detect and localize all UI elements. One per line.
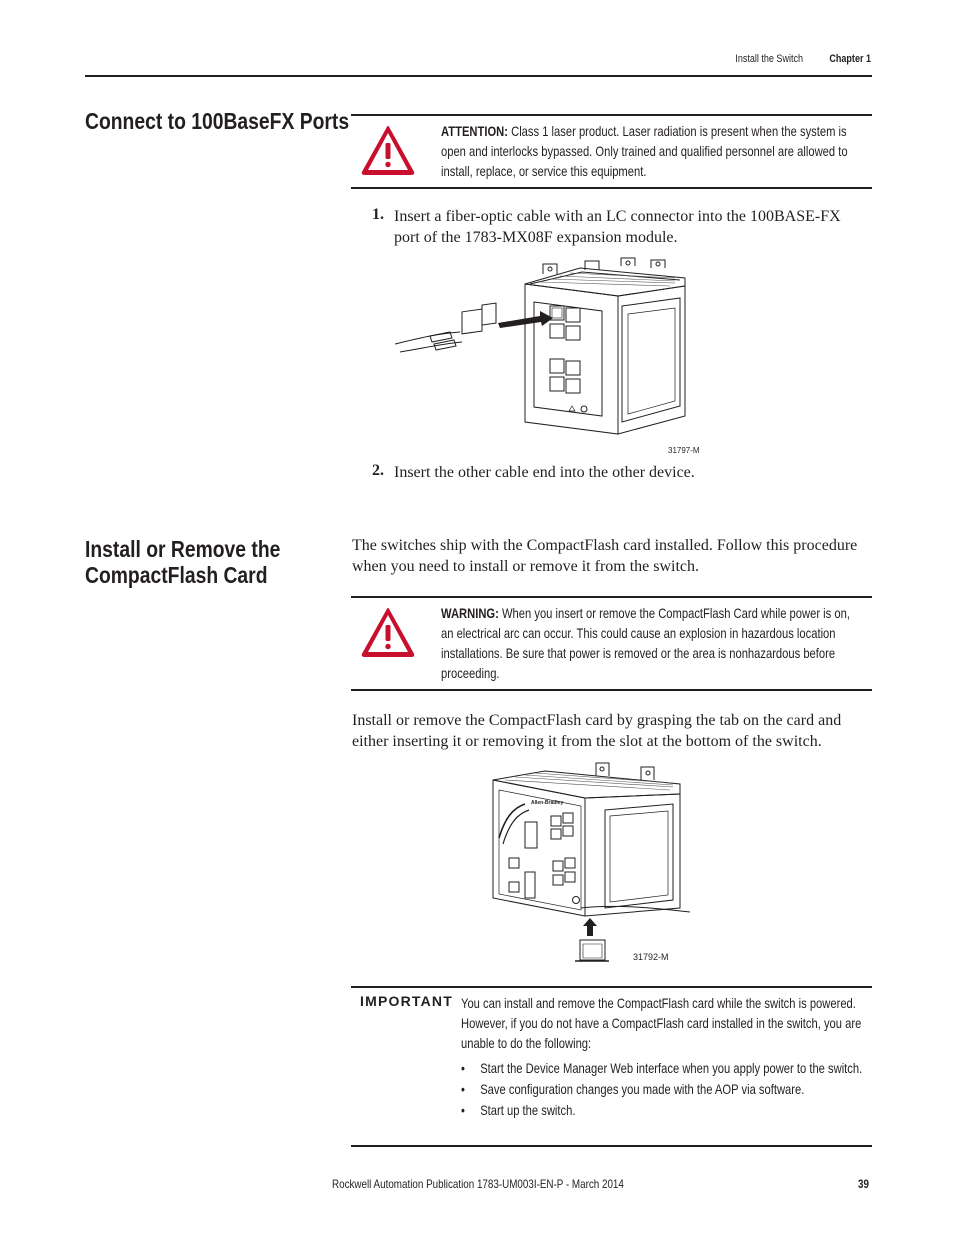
important-top-rule (351, 986, 872, 988)
step-2-text: Insert the other cable end into the other device. (394, 464, 695, 481)
warning-text (441, 603, 857, 683)
fiber-connection-figure (390, 256, 700, 441)
important-label: IMPORTANT (360, 993, 453, 1009)
header-chapter: Chapter 1 (829, 53, 871, 65)
step-2-number: 2. (372, 462, 384, 479)
list-item: • Save configuration changes you made with the AOP via software. (461, 1079, 869, 1099)
attention-bottom-rule (351, 187, 872, 189)
compactflash-intro: The switches ship with the CompactFlash card installed. Follow this procedure when you need to install or remove it from the switch. (352, 537, 858, 575)
attention-text (441, 121, 857, 181)
header-rule (85, 75, 872, 77)
important-bullet-list (461, 1058, 869, 1120)
warning-triangle-icon (360, 124, 416, 176)
compactflash-instruction: Install or remove the CompactFlash card by grasping the tab on the card and either inserting it or removing it from the slot at the bottom of the switch. (352, 712, 842, 750)
warning-top-rule (351, 596, 872, 598)
figure-2-label: 31792-M (633, 952, 669, 962)
section-heading-compactflash-line2: CompactFlash Card (85, 562, 268, 588)
warning-bottom-rule (351, 689, 872, 691)
compactflash-figure (485, 758, 695, 968)
attention-top-rule (351, 114, 872, 116)
section-heading-100basefx: Connect to 100BaseFX Ports (85, 108, 350, 134)
footer-publication: Rockwell Automation Publication 1783-UM003I-EN-P - March 2014 (332, 1177, 624, 1191)
list-item: • Start the Device Manager Web interface when you apply power to the switch. (461, 1058, 869, 1078)
important-text (461, 993, 869, 1120)
attention-label: ATTENTION: (441, 123, 508, 139)
figure-1-label: 31797-M (668, 446, 700, 455)
warning-body: When you insert or remove the CompactFlash Card while power is on, an electrical arc can occur. This could cause an explosion in hazardous location installations. Be sure that power is removed or the area is nonhazardous before proceeding. (441, 605, 850, 681)
figure-2-brand: Allen-Bradley (531, 800, 564, 806)
list-item: • Start up the switch. (461, 1100, 869, 1120)
warning-label: WARNING: (441, 605, 499, 621)
step-1-number: 1. (372, 206, 384, 223)
attention-body: Class 1 laser product. Laser radiation is present when the system is open and interlocks bypassed. Only trained and qualified personnel are allowed to install, replace, or service this equipment. (441, 123, 848, 179)
step-1-text: Insert a fiber-optic cable with an LC connector into the 100BASE-FX port of the 1783-MX08F expansion module. (394, 208, 841, 246)
header-section-title: Install the Switch (735, 53, 803, 65)
warning-triangle-icon (360, 606, 416, 658)
important-body: You can install and remove the CompactFlash card while the switch is powered. However, if you do not have a CompactFlash card installed in the switch, you are unable to do the following: (461, 995, 862, 1051)
section-heading-compactflash-line1: Install or Remove the (85, 536, 281, 562)
important-bottom-rule (351, 1145, 872, 1147)
footer-page-number: 39 (858, 1177, 869, 1191)
